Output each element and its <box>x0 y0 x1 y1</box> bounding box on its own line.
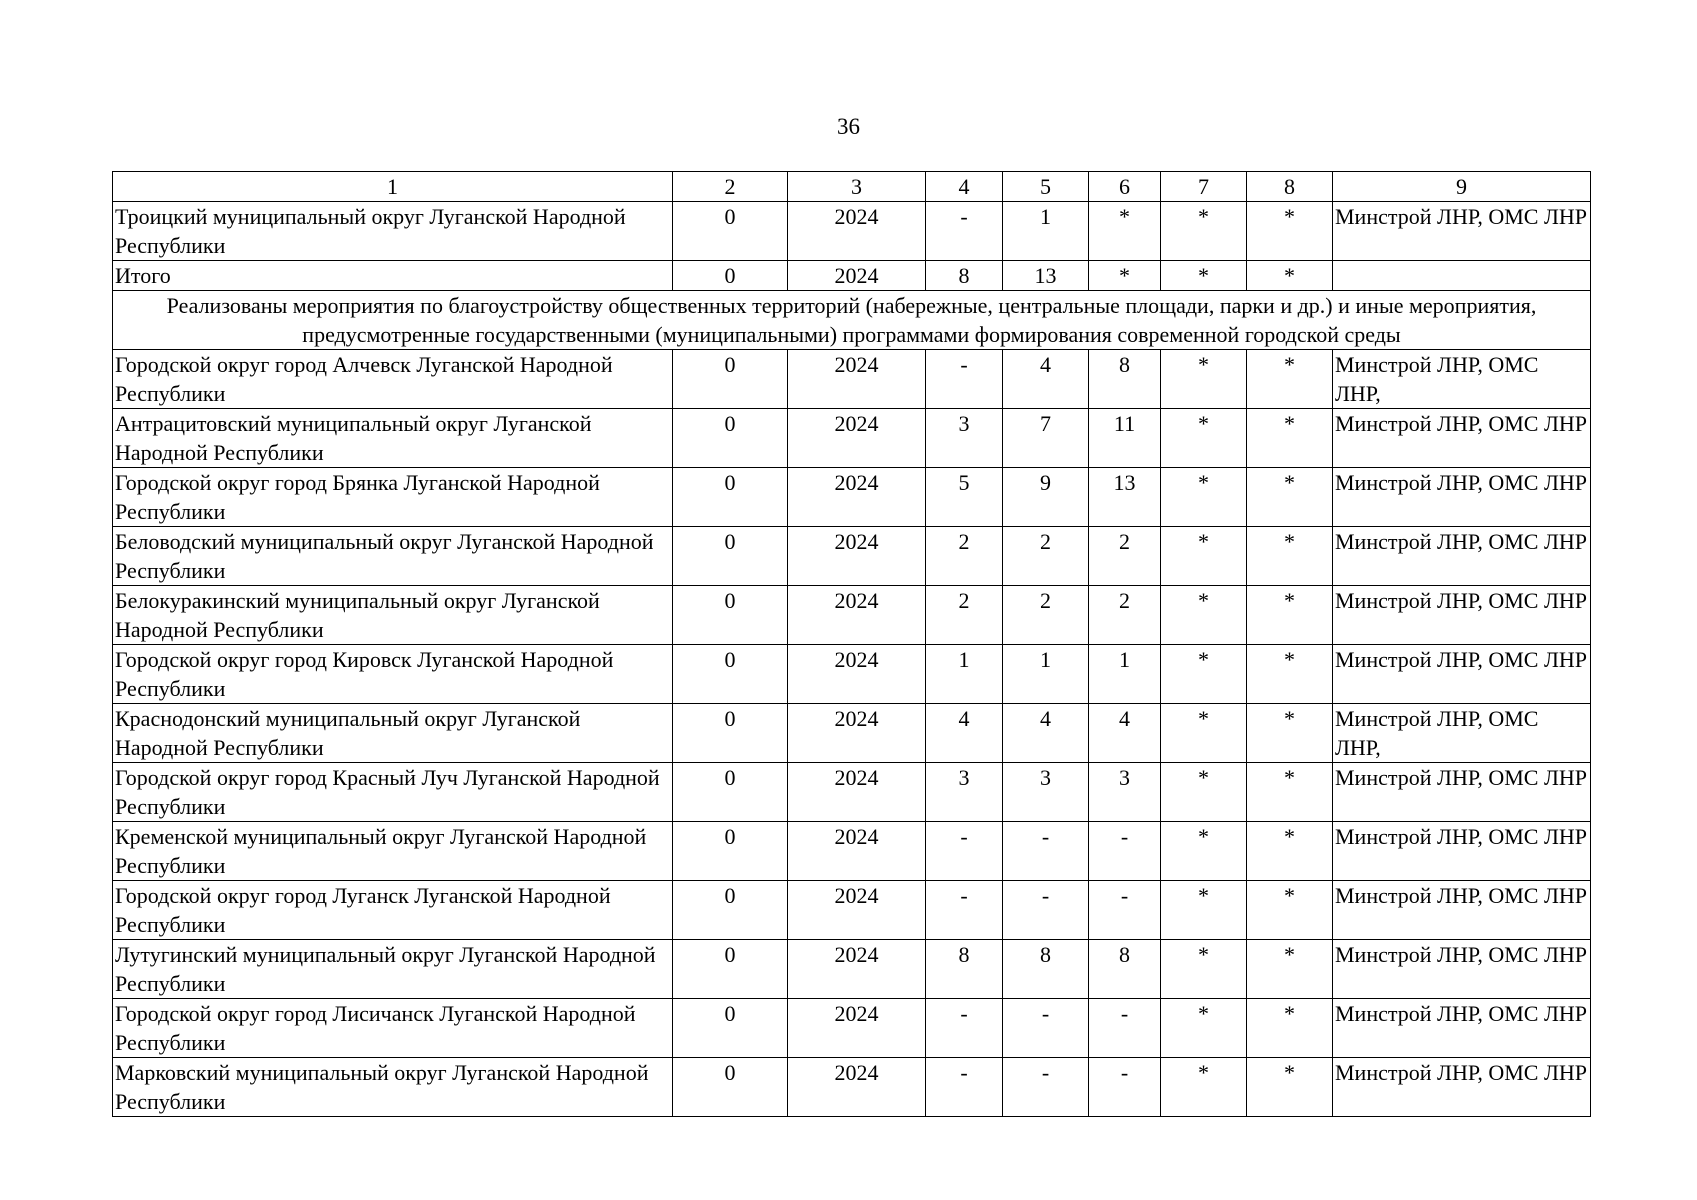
cell-responsible: Минстрой ЛНР, ОМС ЛНР <box>1333 202 1591 261</box>
cell-col-2: 0 <box>673 261 788 291</box>
cell-territory: Краснодонский муниципальный округ Луганской Народной Республики <box>113 704 673 763</box>
cell-col-6: 3 <box>1089 763 1161 822</box>
cell-year: 2024 <box>788 261 926 291</box>
table-row <box>113 261 1591 291</box>
cell-territory: Кременской муниципальный округ Луганской Народной Республики <box>113 822 673 881</box>
cell-col-8: * <box>1247 645 1333 704</box>
cell-col-2: 0 <box>673 645 788 704</box>
cell-responsible: Минстрой ЛНР, ОМС ЛНР <box>1333 822 1591 881</box>
cell-responsible: Минстрой ЛНР, ОМС ЛНР <box>1333 527 1591 586</box>
cell-col-4: 8 <box>926 940 1003 999</box>
cell-col-8: * <box>1247 409 1333 468</box>
cell-responsible: Минстрой ЛНР, ОМС ЛНР <box>1333 409 1591 468</box>
cell-col-7: * <box>1161 261 1247 291</box>
cell-col-2: 0 <box>673 409 788 468</box>
cell-col-5: 3 <box>1003 763 1089 822</box>
cell-year: 2024 <box>788 999 926 1058</box>
cell-year: 2024 <box>788 940 926 999</box>
table-row <box>113 704 1591 763</box>
cell-col-2: 0 <box>673 586 788 645</box>
cell-col-8: * <box>1247 763 1333 822</box>
table-row <box>113 527 1591 586</box>
cell-col-4: - <box>926 202 1003 261</box>
cell-col-4: 2 <box>926 527 1003 586</box>
cell-col-7: * <box>1161 999 1247 1058</box>
cell-col-5: 4 <box>1003 704 1089 763</box>
cell-col-6: 2 <box>1089 527 1161 586</box>
cell-col-2: 0 <box>673 822 788 881</box>
cell-col-5: - <box>1003 822 1089 881</box>
header-cell-col-5: 5 <box>1003 172 1089 202</box>
cell-responsible: Минстрой ЛНР, ОМС ЛНР <box>1333 940 1591 999</box>
cell-responsible: Минстрой ЛНР, ОМС ЛНР, <box>1333 350 1591 409</box>
cell-col-8: * <box>1247 940 1333 999</box>
cell-col-2: 0 <box>673 940 788 999</box>
cell-col-5: 9 <box>1003 468 1089 527</box>
cell-responsible: Минстрой ЛНР, ОМС ЛНР <box>1333 586 1591 645</box>
header-cell-col-6: 6 <box>1089 172 1161 202</box>
cell-responsible: Минстрой ЛНР, ОМС ЛНР, <box>1333 704 1591 763</box>
cell-col-4: 1 <box>926 645 1003 704</box>
cell-col-5: 1 <box>1003 202 1089 261</box>
header-cell-col-7: 7 <box>1161 172 1247 202</box>
cell-col-7: * <box>1161 763 1247 822</box>
cell-col-4: 4 <box>926 704 1003 763</box>
cell-territory: Городской округ город Брянка Луганской Народной Республики <box>113 468 673 527</box>
cell-col-5: - <box>1003 999 1089 1058</box>
cell-col-8: * <box>1247 704 1333 763</box>
cell-col-8: * <box>1247 881 1333 940</box>
data-table <box>112 171 1591 1117</box>
cell-col-4: 3 <box>926 409 1003 468</box>
cell-year: 2024 <box>788 586 926 645</box>
cell-col-8: * <box>1247 586 1333 645</box>
header-cell-col-8: 8 <box>1247 172 1333 202</box>
cell-col-8: * <box>1247 527 1333 586</box>
cell-col-2: 0 <box>673 704 788 763</box>
header-row <box>113 172 1591 202</box>
table-row <box>113 940 1591 999</box>
table-row <box>113 350 1591 409</box>
cell-territory: Итого <box>113 261 673 291</box>
cell-col-2: 0 <box>673 350 788 409</box>
cell-col-2: 0 <box>673 527 788 586</box>
cell-year: 2024 <box>788 468 926 527</box>
cell-col-6: * <box>1089 261 1161 291</box>
cell-col-6: - <box>1089 822 1161 881</box>
cell-col-5: 13 <box>1003 261 1089 291</box>
cell-responsible: Минстрой ЛНР, ОМС ЛНР <box>1333 1058 1591 1117</box>
cell-col-6: 8 <box>1089 350 1161 409</box>
cell-year: 2024 <box>788 763 926 822</box>
table-row <box>113 763 1591 822</box>
cell-territory: Городской округ город Кировск Луганской Народной Республики <box>113 645 673 704</box>
cell-col-4: - <box>926 881 1003 940</box>
cell-col-6: 4 <box>1089 704 1161 763</box>
cell-territory: Троицкий муниципальный округ Луганской Народной Республики <box>113 202 673 261</box>
cell-col-8: * <box>1247 202 1333 261</box>
cell-col-8: * <box>1247 999 1333 1058</box>
cell-col-4: 2 <box>926 586 1003 645</box>
cell-territory: Белокуракинский муниципальный округ Луганской Народной Республики <box>113 586 673 645</box>
cell-col-7: * <box>1161 468 1247 527</box>
cell-col-5: 4 <box>1003 350 1089 409</box>
cell-col-8: * <box>1247 468 1333 527</box>
cell-col-7: * <box>1161 409 1247 468</box>
cell-territory: Лутугинский муниципальный округ Луганской Народной Республики <box>113 940 673 999</box>
cell-col-6: - <box>1089 1058 1161 1117</box>
cell-col-4: 8 <box>926 261 1003 291</box>
cell-year: 2024 <box>788 202 926 261</box>
cell-territory: Антрацитовский муниципальный округ Луганской Народной Республики <box>113 409 673 468</box>
cell-col-2: 0 <box>673 1058 788 1117</box>
cell-col-6: 1 <box>1089 645 1161 704</box>
cell-year: 2024 <box>788 704 926 763</box>
cell-year: 2024 <box>788 350 926 409</box>
cell-col-7: * <box>1161 645 1247 704</box>
cell-territory: Марковский муниципальный округ Луганской Народной Республики <box>113 1058 673 1117</box>
cell-col-6: * <box>1089 202 1161 261</box>
cell-col-5: 2 <box>1003 527 1089 586</box>
cell-col-2: 0 <box>673 202 788 261</box>
table-row <box>113 822 1591 881</box>
cell-col-2: 0 <box>673 999 788 1058</box>
cell-col-6: 8 <box>1089 940 1161 999</box>
cell-col-5: 2 <box>1003 586 1089 645</box>
cell-col-6: - <box>1089 881 1161 940</box>
section-title: Реализованы мероприятия по благоустройству общественных территорий (набережные, центральные площади, парки и др.) и иные мероприятия, предусмотренные государственными (муниципальными) программами формирования современной городской среды <box>113 291 1591 350</box>
cell-territory: Городской округ город Лисичанск Луганской Народной Республики <box>113 999 673 1058</box>
cell-responsible <box>1333 261 1591 291</box>
cell-year: 2024 <box>788 822 926 881</box>
cell-col-6: 11 <box>1089 409 1161 468</box>
cell-col-7: * <box>1161 881 1247 940</box>
cell-col-6: 2 <box>1089 586 1161 645</box>
cell-col-4: 5 <box>926 468 1003 527</box>
cell-col-5: - <box>1003 1058 1089 1117</box>
cell-col-2: 0 <box>673 468 788 527</box>
cell-year: 2024 <box>788 881 926 940</box>
table-row <box>113 586 1591 645</box>
cell-col-7: * <box>1161 350 1247 409</box>
cell-col-7: * <box>1161 527 1247 586</box>
header-cell-responsible: 9 <box>1333 172 1591 202</box>
table-row <box>113 409 1591 468</box>
cell-col-7: * <box>1161 202 1247 261</box>
cell-year: 2024 <box>788 409 926 468</box>
header-cell-col-4: 4 <box>926 172 1003 202</box>
cell-responsible: Минстрой ЛНР, ОМС ЛНР <box>1333 999 1591 1058</box>
cell-col-8: * <box>1247 350 1333 409</box>
table-row <box>113 999 1591 1058</box>
cell-col-8: * <box>1247 1058 1333 1117</box>
cell-col-5: 8 <box>1003 940 1089 999</box>
cell-territory: Беловодский муниципальный округ Луганской Народной Республики <box>113 527 673 586</box>
table-row <box>113 645 1591 704</box>
cell-col-2: 0 <box>673 881 788 940</box>
cell-responsible: Минстрой ЛНР, ОМС ЛНР <box>1333 881 1591 940</box>
table-row <box>113 468 1591 527</box>
cell-col-5: 7 <box>1003 409 1089 468</box>
cell-col-7: * <box>1161 704 1247 763</box>
table-row <box>113 202 1591 261</box>
cell-territory: Городской округ город Красный Луч Луганской Народной Республики <box>113 763 673 822</box>
cell-responsible: Минстрой ЛНР, ОМС ЛНР <box>1333 763 1591 822</box>
header-cell-year: 3 <box>788 172 926 202</box>
cell-col-6: - <box>1089 999 1161 1058</box>
cell-col-4: - <box>926 999 1003 1058</box>
cell-year: 2024 <box>788 1058 926 1117</box>
cell-col-4: - <box>926 1058 1003 1117</box>
cell-year: 2024 <box>788 527 926 586</box>
cell-col-4: - <box>926 822 1003 881</box>
cell-territory: Городской округ город Алчевск Луганской Народной Республики <box>113 350 673 409</box>
cell-col-8: * <box>1247 822 1333 881</box>
cell-col-7: * <box>1161 940 1247 999</box>
cell-col-4: 3 <box>926 763 1003 822</box>
header-cell-territory: 1 <box>113 172 673 202</box>
header-cell-col-2: 2 <box>673 172 788 202</box>
table-body <box>113 172 1591 1117</box>
cell-year: 2024 <box>788 645 926 704</box>
cell-col-2: 0 <box>673 763 788 822</box>
cell-col-5: 1 <box>1003 645 1089 704</box>
page-number: 36 <box>837 114 860 139</box>
cell-col-6: 13 <box>1089 468 1161 527</box>
cell-col-7: * <box>1161 822 1247 881</box>
cell-col-4: - <box>926 350 1003 409</box>
cell-responsible: Минстрой ЛНР, ОМС ЛНР <box>1333 645 1591 704</box>
cell-responsible: Минстрой ЛНР, ОМС ЛНР <box>1333 468 1591 527</box>
cell-col-8: * <box>1247 261 1333 291</box>
table-row <box>113 881 1591 940</box>
cell-col-5: - <box>1003 881 1089 940</box>
table-row <box>113 1058 1591 1117</box>
cell-territory: Городской округ город Луганск Луганской Народной Республики <box>113 881 673 940</box>
cell-col-7: * <box>1161 586 1247 645</box>
section-row <box>113 291 1591 350</box>
cell-col-7: * <box>1161 1058 1247 1117</box>
